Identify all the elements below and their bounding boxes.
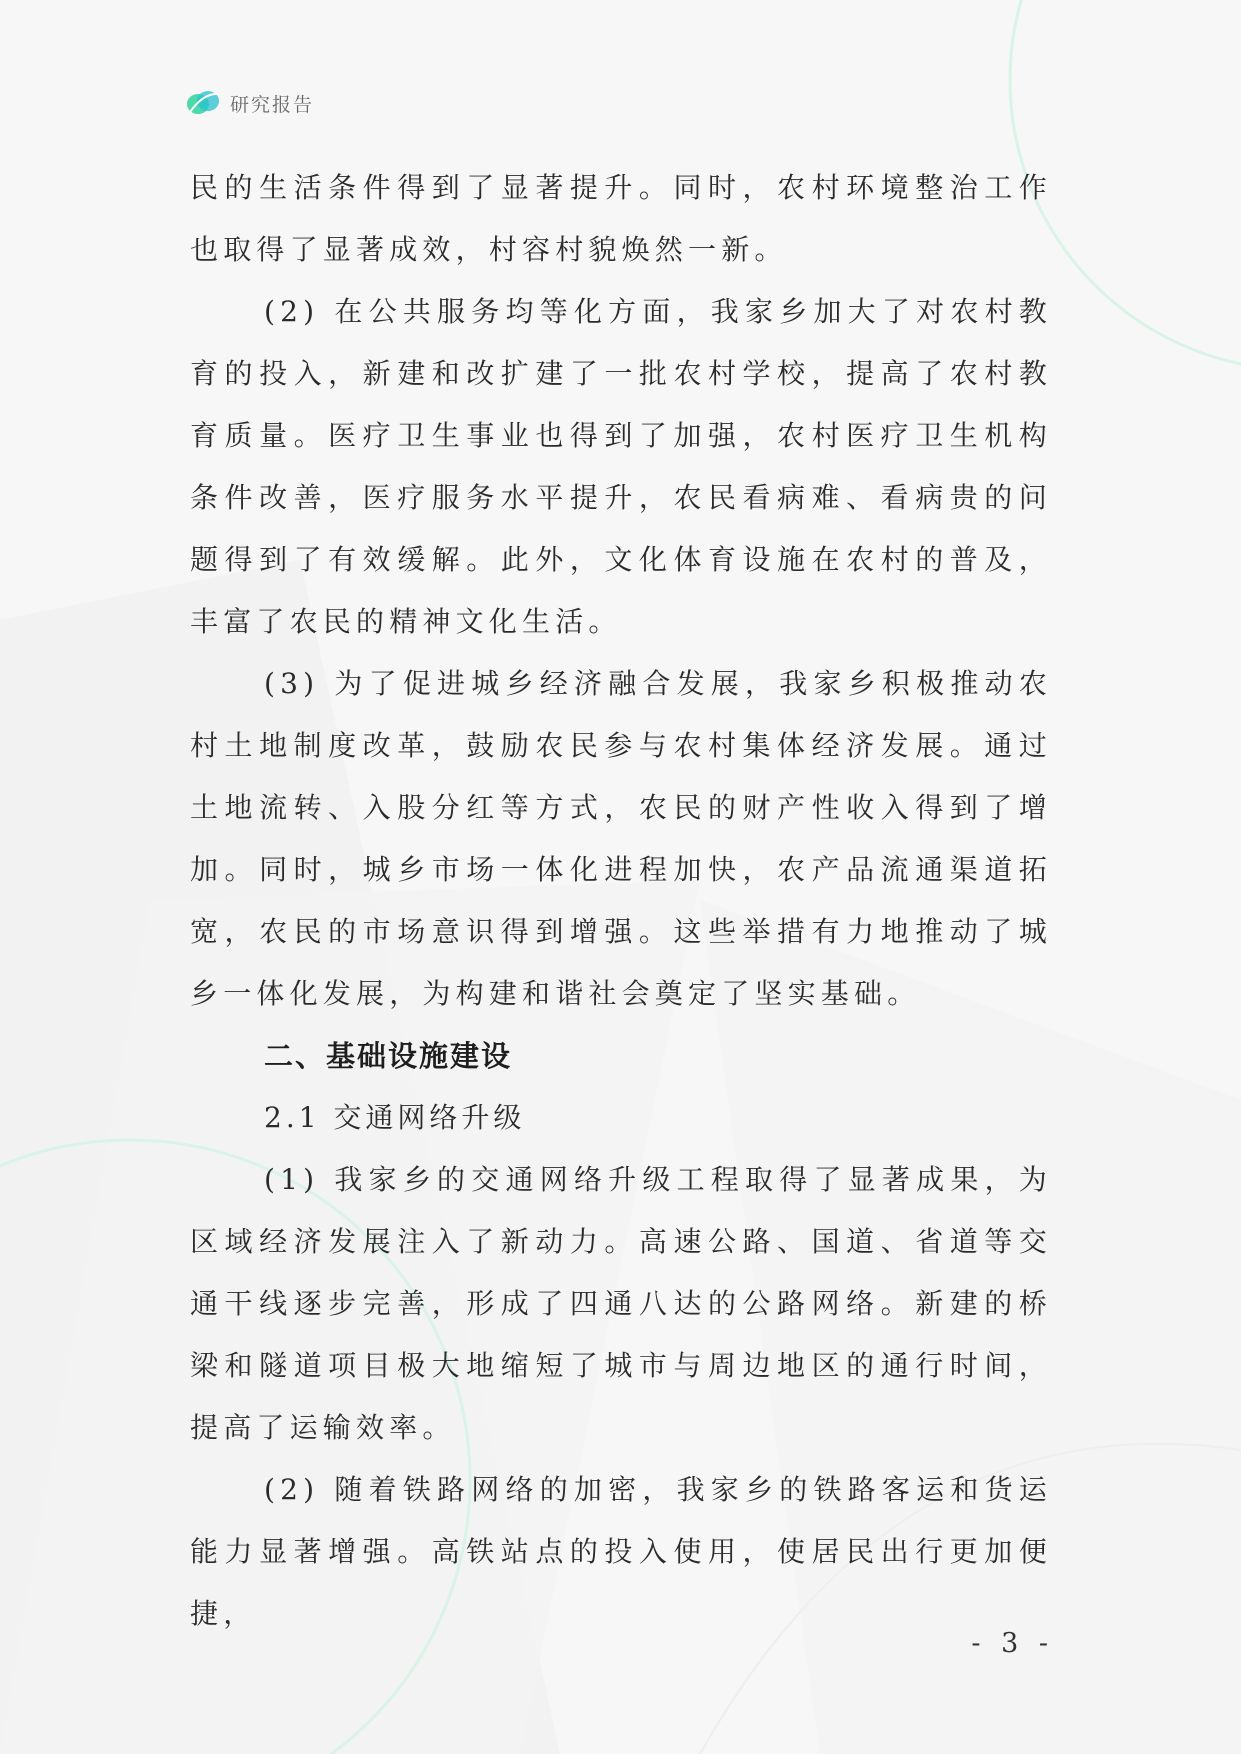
page-number: - 3 - [971,1628,1054,1659]
document-header [186,88,314,118]
paragraph-5: (2) 随着铁路网络的加密，我家乡的铁路客运和货运能力显著增强。高铁站点的投入使用，使居民出行更加便捷， [190,1473,1052,1630]
paragraph-1: 民的生活条件得到了显著提升。同时，农村环境整治工作也取得了显著成效，村容村貌焕然一新。 [190,171,1052,266]
paragraph-3: (3) 为了促进城乡经济融合发展，我家乡积极推动农村土地制度改革，鼓励农民参与农村集体经济发展。通过土地流转、入股分红等方式，农民的财产性收入得到了增加。同时，城乡市场一体化进程加快，农产品流通渠道拓宽，农民的市场意识得到增强。这些举措有力地推动了城乡一体化发展，为构建和谐社会奠定了坚实基础。 [190,667,1052,1010]
section-heading: 二、基础设施建设 [264,1039,513,1073]
document-body [190,157,1052,1645]
leaf-logo-icon [186,88,222,118]
subsection-heading: 2.1 交通网络升级 [264,1101,526,1134]
paragraph-4: (1) 我家乡的交通网络升级工程取得了显著成果，为区域经济发展注入了新动力。高速公路、国道、省道等交通干线逐步完善，形成了四通八达的公路网络。新建的桥梁和隧道项目极大地缩短了城市与周边地区的通行时间，提高了运输效率。 [190,1163,1052,1444]
brand-label: 研究报告 [230,93,315,116]
paragraph-2: (2) 在公共服务均等化方面，我家乡加大了对农村教育的投入，新建和改扩建了一批农村学校，提高了农村教育质量。医疗卫生事业也得到了加强，农村医疗卫生机构条件改善，医疗服务水平提升，农民看病难、看病贵的问题得到了有效缓解。此外，文化体育设施在农村的普及，丰富了农民的精神文化生活。 [190,295,1052,638]
